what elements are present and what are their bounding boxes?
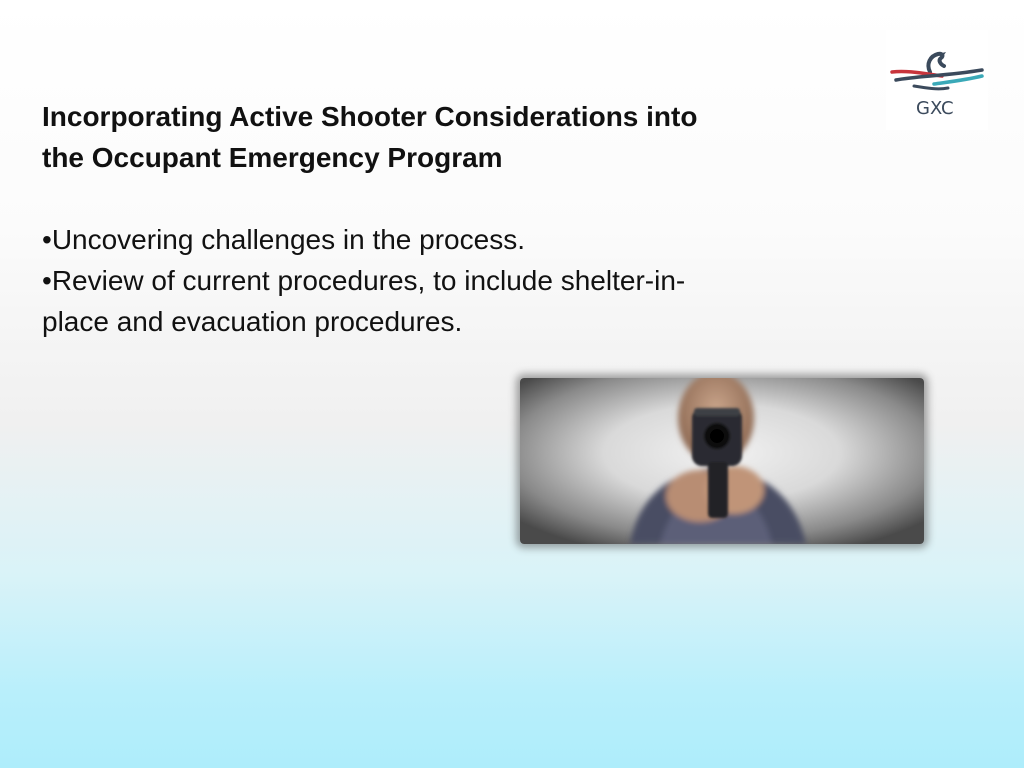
bullet-marker: • xyxy=(42,265,52,296)
bullet-text-continuation: place and evacuation procedures. xyxy=(42,306,463,337)
bullet-item xyxy=(42,260,862,342)
title-line-1: Incorporating Active Shooter Considerations into xyxy=(42,101,698,132)
slide-title xyxy=(42,96,862,178)
bullet-text: Uncovering challenges in the process. xyxy=(51,224,525,255)
eagle-icon xyxy=(886,30,988,130)
handgun-pointed-photo xyxy=(520,378,924,544)
title-line-2: the Occupant Emergency Program xyxy=(42,142,503,173)
bullet-text: Review of current procedures, to include shelter-in- xyxy=(51,265,686,296)
bullet-marker: • xyxy=(42,224,52,255)
logo-text: GXC xyxy=(916,98,954,119)
gxc-logo xyxy=(886,30,988,130)
bullet-list xyxy=(42,219,862,342)
bullet-item xyxy=(42,219,862,260)
